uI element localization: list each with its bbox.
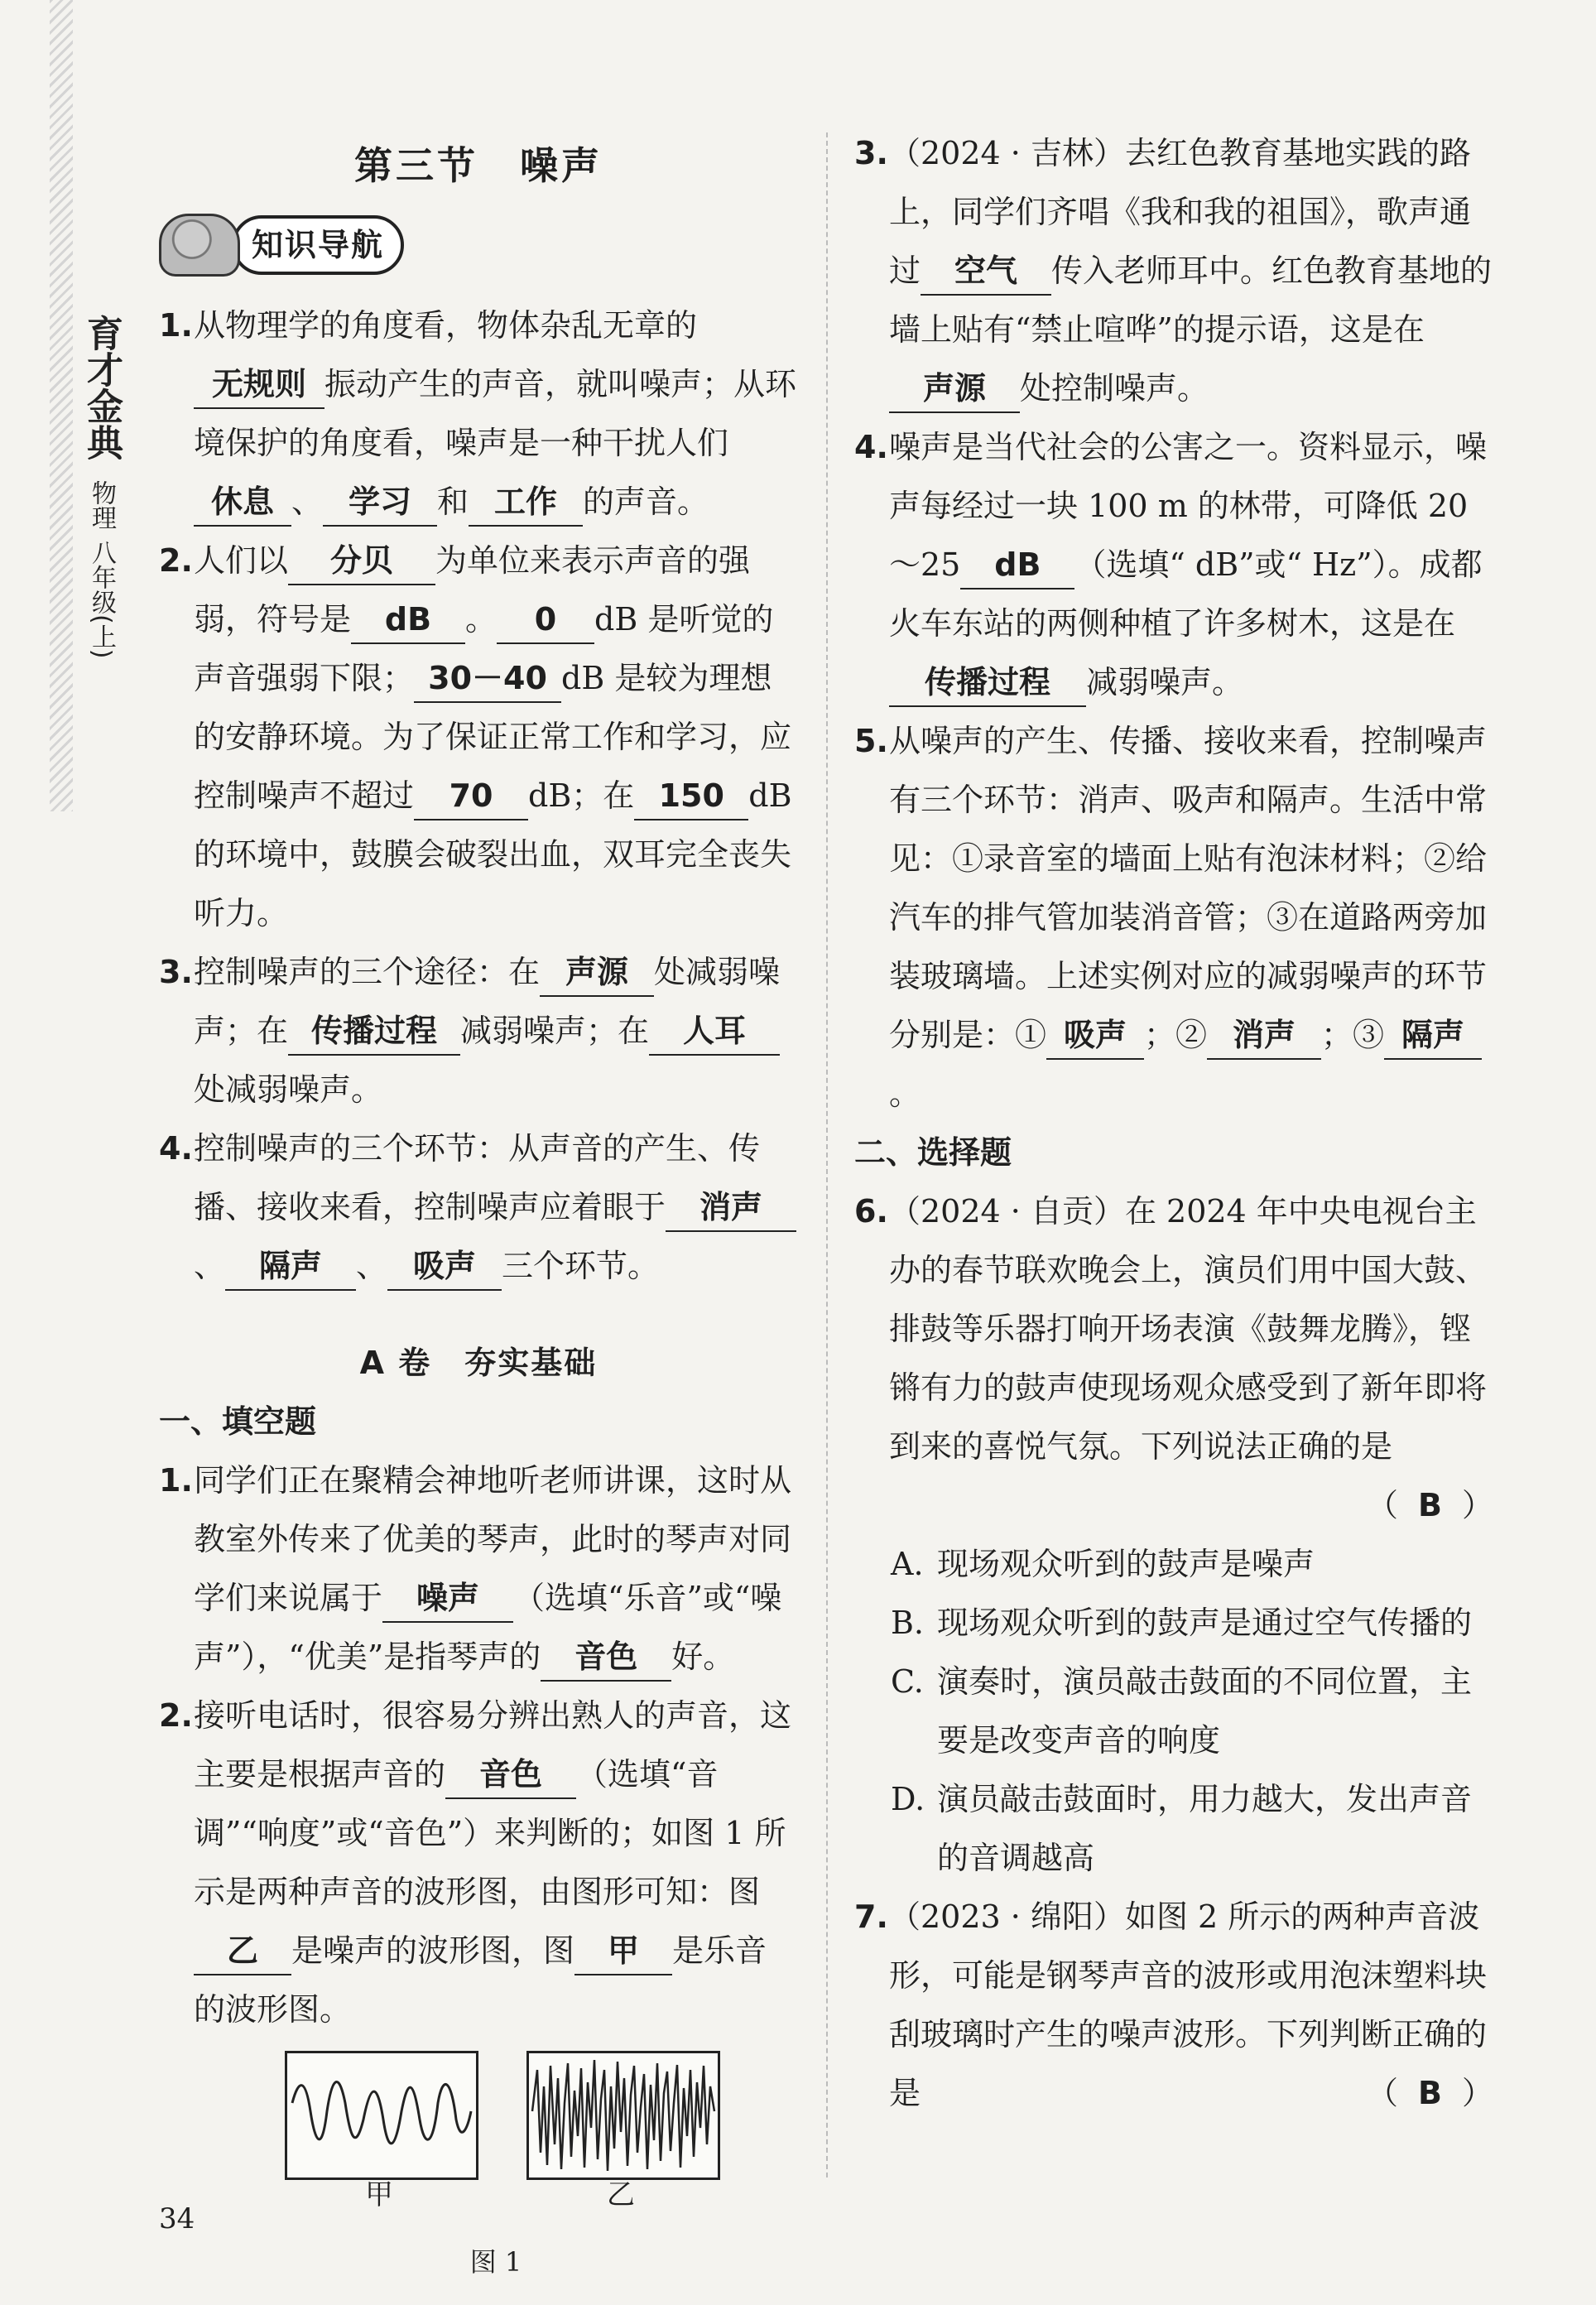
option-label: D.: [891, 1781, 925, 1817]
side-band: [76, 315, 126, 658]
text: （2024 · 吉林）去红色教育基地实践的路上，同学们齐唱《我和我的祖国》，歌声通过: [889, 135, 1472, 289]
answer-blank: 噪声: [382, 1575, 513, 1623]
item-number: 1.: [159, 307, 193, 344]
answer-blank: 隔声: [1384, 1012, 1482, 1060]
item-number: 3.: [159, 954, 193, 990]
question-number: 4.: [854, 429, 888, 465]
answer-blank: 声源: [889, 365, 1020, 413]
waveform-label-b: 乙: [607, 2178, 635, 2211]
text: dB 的环境中，鼓膜会破裂出血，双耳完全丧失听力。: [194, 777, 792, 931]
answer-blank: 传播过程: [889, 659, 1086, 707]
question-number: 7.: [854, 1898, 888, 1935]
text: 控制噪声的三个环节：从声音的产生、传播、接收来看，控制噪声应着眼于: [194, 1130, 761, 1225]
text: 和: [437, 484, 469, 520]
answer-blank: 空气: [921, 248, 1051, 296]
option-text: 演奏时，演员敲击鼓面的不同位置，主要是改变声音的响度: [937, 1663, 1473, 1759]
text: 、: [356, 1248, 388, 1284]
answer-blank: 吸声: [1046, 1012, 1144, 1060]
knowledge-nav-label: 知识导航: [232, 215, 404, 275]
answer-blank: 音色: [541, 1634, 671, 1682]
option-b: [854, 1594, 1493, 1653]
question-item: [854, 124, 1493, 418]
bracket-open: （: [1367, 2075, 1399, 2111]
option-text: 现场观众听到的鼓声是噪声: [937, 1546, 1315, 1582]
text: 的声音。: [583, 484, 709, 520]
text: 为单位来表示声音的强弱，符号是: [194, 542, 751, 638]
question-number: 6.: [854, 1193, 888, 1229]
question-item: [159, 1687, 798, 2292]
answer-blank: 30－40: [414, 655, 561, 703]
text: 人们以: [194, 542, 289, 579]
answer-blank: 隔声: [225, 1243, 356, 1291]
column-divider: [826, 132, 828, 2177]
answer-value: B: [1418, 2075, 1442, 2111]
answer-blank: dB: [960, 541, 1074, 589]
text: 减弱噪声；在: [460, 1013, 650, 1049]
answer-blank: 休息: [194, 479, 291, 527]
option-text: 演员敲击鼓面时，用力越大，发出声音的音调越高: [937, 1781, 1473, 1876]
bracket-open: （: [1367, 1487, 1399, 1523]
bracket-close: ）: [1461, 1487, 1493, 1523]
question-number: 3.: [854, 135, 888, 171]
option-label: C.: [891, 1663, 924, 1700]
answer-bracket: [889, 1476, 1493, 1535]
question-number: 2.: [159, 1697, 193, 1734]
text: 是噪声的波形图，图: [291, 1932, 575, 1969]
answer-value: B: [1418, 1487, 1442, 1523]
answer-bracket: [889, 2064, 1493, 2123]
knowledge-item: [159, 532, 798, 943]
text: 处减弱噪声。: [194, 1071, 383, 1108]
text: ；③: [1321, 1017, 1385, 1053]
text: ；②: [1144, 1017, 1208, 1053]
noise-waveform: [526, 2051, 720, 2180]
text: （选填“ dB”或“ Hz”）。成都火车东站的两侧种植了许多树木，这是在: [889, 546, 1483, 642]
text: 。: [889, 1076, 921, 1112]
question-item: [854, 1888, 1493, 2123]
section-a-title: A 卷 夯实基础: [359, 1345, 598, 1381]
text: （选填“乐音”或“噪声”），“优美”是指琴声的: [194, 1580, 782, 1675]
text: dB；在: [528, 777, 635, 814]
text: 减弱噪声。: [1086, 664, 1244, 700]
answer-blank: 音色: [445, 1751, 576, 1799]
text: 、: [194, 1248, 226, 1284]
text: 三个环节。: [502, 1248, 660, 1284]
margin-hatch-decoration: [50, 0, 73, 811]
option-label: B.: [891, 1605, 925, 1641]
answer-blank: 消声: [1207, 1012, 1321, 1060]
question-item: [159, 1451, 798, 1687]
waveform-label-a: 甲: [365, 2178, 393, 2211]
answer-blank: 甲: [574, 1927, 672, 1975]
page-title: 第三节 噪声: [354, 143, 603, 188]
figure-1: [194, 2051, 798, 2211]
knowledge-nav-badge: [159, 212, 798, 278]
item-number: 4.: [159, 1130, 193, 1167]
text: 噪声是当代社会的公害之一。资料显示，噪声每经过一块 100 m 的林带，可降低 20～25: [889, 429, 1488, 583]
question-item: [854, 418, 1493, 712]
question-item: [854, 712, 1493, 1124]
text: 从物理学的角度看，物体杂乱无章的: [194, 307, 698, 344]
question-number: 5.: [854, 723, 888, 759]
answer-blank: 70: [414, 772, 528, 820]
choice-heading: 二、选择题: [854, 1134, 1012, 1171]
answer-blank: 传播过程: [288, 1008, 460, 1056]
figure-caption: 图 1: [469, 2246, 522, 2278]
text: 传入老师耳中。红色教育基地的墙上贴有“禁止喧哗”的提示语，这是在: [889, 253, 1493, 348]
answer-blank: 乙: [194, 1927, 291, 1975]
option-c: [854, 1653, 1493, 1770]
bracket-close: ）: [1461, 2075, 1493, 2111]
option-a: [854, 1535, 1493, 1594]
answer-blank: 学习: [323, 479, 437, 527]
knowledge-item: [159, 943, 798, 1119]
answer-blank: 0: [497, 596, 594, 644]
answer-blank: 人耳: [649, 1008, 780, 1056]
knowledge-item: [159, 296, 798, 532]
option-text: 现场观众听到的鼓声是通过空气传播的: [937, 1605, 1473, 1641]
text: 控制噪声的三个途径：在: [194, 954, 541, 990]
answer-blank: 消声: [666, 1184, 796, 1232]
knowledge-item: [159, 1119, 798, 1296]
subject-label: 物理: [87, 480, 116, 530]
text: 处控制噪声。: [1020, 370, 1209, 407]
answer-blank: 分贝: [288, 537, 435, 585]
text: 是乐音的波形图。: [194, 1932, 767, 2028]
question-text: （2023 · 绵阳）如图 2 所示的两种声音波形，可能是钢琴声音的波形或用泡沫塑料块刮玻璃时产生的噪声波形。下列判断正确的是: [889, 1898, 1488, 2111]
option-label: A.: [891, 1546, 924, 1582]
item-number: 2.: [159, 542, 193, 579]
answer-blank: 吸声: [387, 1243, 502, 1291]
mascot-icon: [159, 214, 240, 277]
text: 好。: [671, 1639, 735, 1675]
text: dB 是较为理想的安静环境。为了保证正常工作和学习，应控制噪声不超过: [194, 660, 792, 814]
text: 从噪声的产生、传播、接收来看，控制噪声有三个环节：消声、吸声和隔声。生活中常见：①录音室的墙面上贴有泡沫材料；②给汽车的排气管加装消音管；③在道路两旁加装玻璃墙。上述实例对应的减弱噪声的环节分别是：①: [889, 723, 1488, 1053]
fill-heading: 一、填空题: [159, 1403, 317, 1440]
answer-blank: 声源: [540, 949, 654, 997]
left-column: [159, 132, 798, 2292]
answer-blank: 工作: [469, 479, 583, 527]
brand-label: 育才金典: [80, 315, 123, 460]
text: 。: [465, 601, 498, 638]
grade-label: 八年级(上): [87, 540, 116, 659]
question-text: （2024 · 自贡）在 2024 年中央电视台主办的春节联欢晚会上，演员们用中国大鼓、排鼓等乐器打响开场表演《鼓舞龙腾》，铿锵有力的鼓声使现场观众感受到了新年即将到来的喜悦气氛。下列说法正确的是: [889, 1193, 1488, 1465]
question-item: [854, 1182, 1493, 1535]
answer-blank: 无规则: [194, 361, 324, 409]
text: 振动产生的声音，就叫噪声；从环境保护的角度看，噪声是一种干扰人们: [194, 366, 797, 461]
musical-waveform: [285, 2051, 478, 2180]
text: （选填“音调”“响度”或“音色”）来判断的；如图 1 所示是两种声音的波形图，由图形可知：图: [194, 1756, 786, 1910]
answer-blank: dB: [351, 596, 465, 644]
text: 、: [291, 484, 324, 520]
text: 接听电话时，很容易分辨出熟人的声音，这主要是根据声音的: [194, 1697, 792, 1793]
option-d: [854, 1770, 1493, 1888]
text: 同学们正在聚精会神地听老师讲课，这时从教室外传来了优美的琴声，此时的琴声对同学们来说属于: [194, 1462, 792, 1616]
text: 处减弱噪声；在: [194, 954, 781, 1049]
answer-blank: 150: [634, 772, 748, 820]
right-column: [854, 124, 1493, 2123]
text: dB 是听觉的声音强弱下限；: [194, 601, 774, 696]
question-number: 1.: [159, 1462, 193, 1499]
page-number: 34: [159, 2202, 195, 2235]
